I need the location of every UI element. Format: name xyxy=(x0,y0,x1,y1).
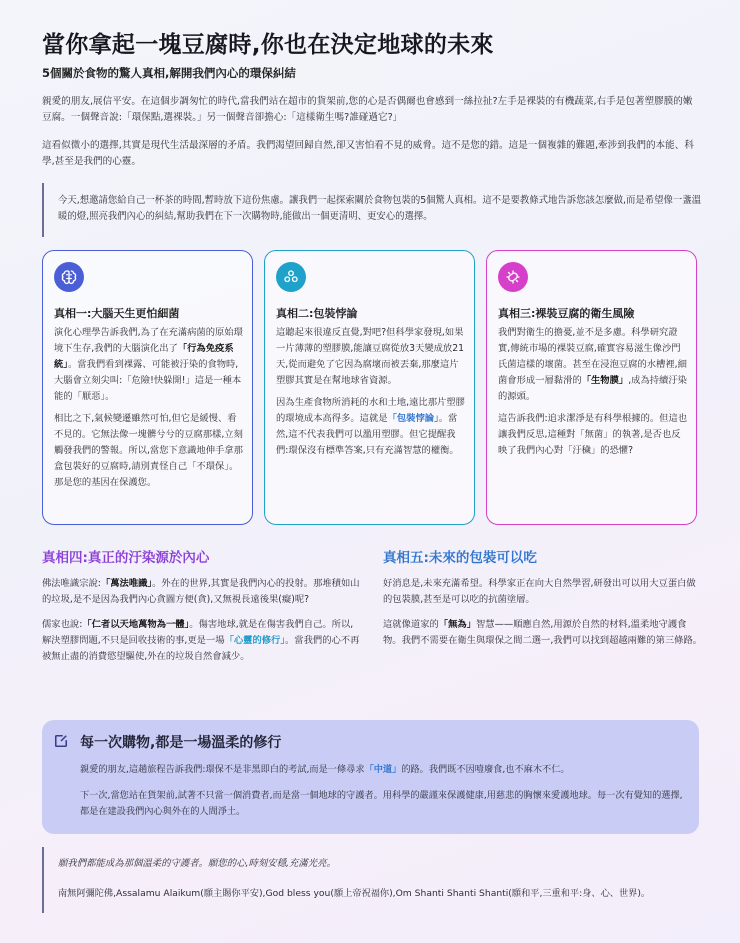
closing-line-1: 願我們都能成為那個溫柔的守護者。願您的心,時刻安穩,充滿光亮。 xyxy=(58,858,336,869)
emphasis: 「包裝悖論」 xyxy=(387,413,439,424)
text-span: ,成為持續汙染的源頭。 xyxy=(498,375,687,402)
text-span: 。當我們看到裸露、可能被汙染的食物時,大腦會立刻尖叫:「危險!快躲開!」這是一種本能的「厭惡」。 xyxy=(54,359,242,402)
truth-card-3-paragraph-2: 這告訴我們:追求潔淨是有科學根據的。但這也讓我們反思,這種對「無菌」的執著,是否也反映了我們內心對「汙穢」的恐懼? xyxy=(498,413,688,456)
section-4-paragraph-1 xyxy=(42,576,362,608)
section-4-paragraph-2 xyxy=(42,617,362,665)
section-5-title: 真相五:未來的包裝可以吃 xyxy=(383,550,537,566)
conclusion-paragraph-1 xyxy=(80,762,690,778)
emphasis: 「無為」 xyxy=(438,619,476,630)
truth-card-1-body xyxy=(54,325,244,491)
emphasis: 「心靈的修行」 xyxy=(224,635,285,646)
text-span: 。傷害地球,就是在傷害我們自己。所以,解決塑膠問題,不只是回收技術的事,更是一場 xyxy=(42,619,354,646)
section-5-body xyxy=(383,576,703,649)
closing-blessing xyxy=(42,847,702,913)
truth-card-3-paragraph-1 xyxy=(498,325,688,405)
text-span: 。當我們的心不再被無止盡的消費慾望驅使,外在的垃圾自然會減少。 xyxy=(42,635,360,662)
emphasis: 「萬法唯識」 xyxy=(100,578,153,589)
truth-card-3-body xyxy=(498,325,688,459)
bacteria-icon xyxy=(498,262,528,292)
truth-card-1-paragraph-1 xyxy=(54,325,244,405)
page-title: 當你拿起一塊豆腐時,你也在決定地球的未來 xyxy=(42,32,494,58)
text-span: 。外在的世界,其實是我們內心的投射。那堆積如山的垃圾,是不是因為我們內心貪圖方便(貪),又無視長遠後果(癡)呢? xyxy=(42,578,360,605)
truth-card-1 xyxy=(42,250,253,525)
conclusion-title: 每一次購物,都是一場溫柔的修行 xyxy=(80,735,282,751)
text-span: 這就像道家的 xyxy=(383,619,439,630)
section-5-paragraph-1: 好消息是,未來充滿希望。科學家正在向大自然學習,研發出可以用大豆蛋白做的包裝膜,甚至是可以吃的抗菌塗層。 xyxy=(383,578,696,605)
intro-paragraph-2: 這看似微小的選擇,其實是現代生活最深層的矛盾。我們渴望回歸自然,卻又害怕看不見的威脅。這不是您的錯。這是一個複雜的難題,牽涉到我們的本能、科學,甚至是我們的心靈。 xyxy=(42,140,694,167)
truth-card-2-title: 真相二:包裝悖論 xyxy=(276,307,358,320)
page-subtitle: 5個關於食物的驚人真相,解開我們內心的環保糾結 xyxy=(42,66,296,80)
intro-quote xyxy=(42,183,702,237)
edit-icon xyxy=(54,734,68,748)
text-span: 佛法唯識宗說: xyxy=(42,578,101,589)
section-4-title: 真相四:真正的汙染源於內心 xyxy=(42,550,210,566)
truth-card-2-paragraph-2 xyxy=(276,395,466,459)
emphasis: 「行為免疫系統」 xyxy=(54,343,234,370)
emphasis: 「中道」 xyxy=(364,764,402,775)
closing-line-2: 南無阿彌陀佛,Assalamu Alaikum(願主賜你平安),God bless you(願上帝祝福你),Om Shanti Shanti Shanti(願和平,三重和平:身、心、世界)。 xyxy=(58,888,651,899)
brain-icon xyxy=(54,262,84,292)
emphasis: 「生物膜」 xyxy=(581,375,629,386)
truth-card-1-paragraph-2: 相比之下,氣候變遷雖然可怕,但它是緩慢、看不見的。它無法像一塊髒兮兮的豆腐那樣,立刻觸發我們的警報。所以,當您下意識地伸手拿那盒包裝好的豆腐時,請別責怪自己「不環保」。那是您的基因在保護您。 xyxy=(54,413,243,488)
molecule-icon xyxy=(276,262,306,292)
conclusion-panel xyxy=(42,720,699,834)
intro-paragraph-1: 親愛的朋友,展信平安。在這個步調匆忙的時代,當我們站在超市的貨架前,您的心是否偶爾也會感到一絲拉扯?左手是裸裝的有機蔬菜,右手是包著塑膠膜的嫩豆腐。一個聲音說:「環保點,選裸裝。」另一個聲音卻擔心:「這樣衛生嗎?誰碰過它?」 xyxy=(42,96,693,123)
conclusion-paragraph-2: 下一次,當您站在貨架前,試著不只當一個消費者,而是當一個地球的守護者。用科學的嚴謹來保護健康,用慈悲的胸懷來愛護地球。每一次有覺知的選擇,都是在建設我們內心與外在的人間淨土。 xyxy=(80,790,683,817)
text-span: 演化心理學告訴我們,為了在充滿病菌的原始環境下生存,我們的大腦演化出了 xyxy=(54,327,243,354)
text-span: 智慧——順應自然,用源於自然的材料,溫柔地守護食物。我們不需要在衛生與環保之間二選一,我們可以找到超越兩難的第三條路。 xyxy=(383,619,703,646)
text-span: 的路。我們既不因噎廢食,也不麻木不仁。 xyxy=(401,764,570,775)
truth-card-2 xyxy=(264,250,475,525)
text-span: 儒家也說: xyxy=(42,619,83,630)
truth-card-2-body xyxy=(276,325,466,459)
section-5-paragraph-2 xyxy=(383,617,703,649)
truth-card-1-title: 真相一:大腦天生更怕細菌 xyxy=(54,307,180,320)
truth-card-2-paragraph-1: 這聽起來很違反直覺,對吧?但科學家發現,如果一片薄薄的塑膠膜,能讓豆腐從放3天變成放21天,從而避免了它因為腐壞而被丟棄,那麼這片塑膠其實是在幫地球省資源。 xyxy=(276,327,465,386)
truth-card-3 xyxy=(486,250,697,525)
truth-card-3-title: 真相三:裸裝豆腐的衛生風險 xyxy=(498,307,635,320)
text-span: 我們對衛生的擔憂,並不是多慮。科學研究證實,傳統市場的裸裝豆腐,確實容易滋生像沙門氏菌這樣的壞菌。甚至在浸泡豆腐的水槽裡,細菌會形成一層黏滑的 xyxy=(498,327,687,386)
section-4-body xyxy=(42,576,362,665)
text-span: 親愛的朋友,這趟旅程告訴我們:環保不是非黑即白的考試,而是一條尋求 xyxy=(80,764,365,775)
text-span: 因為生產食物所消耗的水和土地,遠比那片塑膠的環境成本高得多。這就是 xyxy=(276,397,465,424)
text-span: 。當然,這不代表我們可以濫用塑膠。但它提醒我們:環保沒有標準答案,只有充滿智慧的權衡。 xyxy=(276,413,459,456)
emphasis: 「仁者以天地萬物為一體」 xyxy=(82,619,190,630)
intro-quote-text: 今天,想邀請您給自己一杯茶的時間,暫時放下這份焦慮。讓我們一起探索關於食物包裝的5個驚人真相。這不是要教條式地告訴您該怎麼做,而是希望像一盞溫暖的燈,照亮我們內心的糾結,幫助我們在下一次購物時,能做出一個更清明、更安心的選擇。 xyxy=(58,195,702,222)
